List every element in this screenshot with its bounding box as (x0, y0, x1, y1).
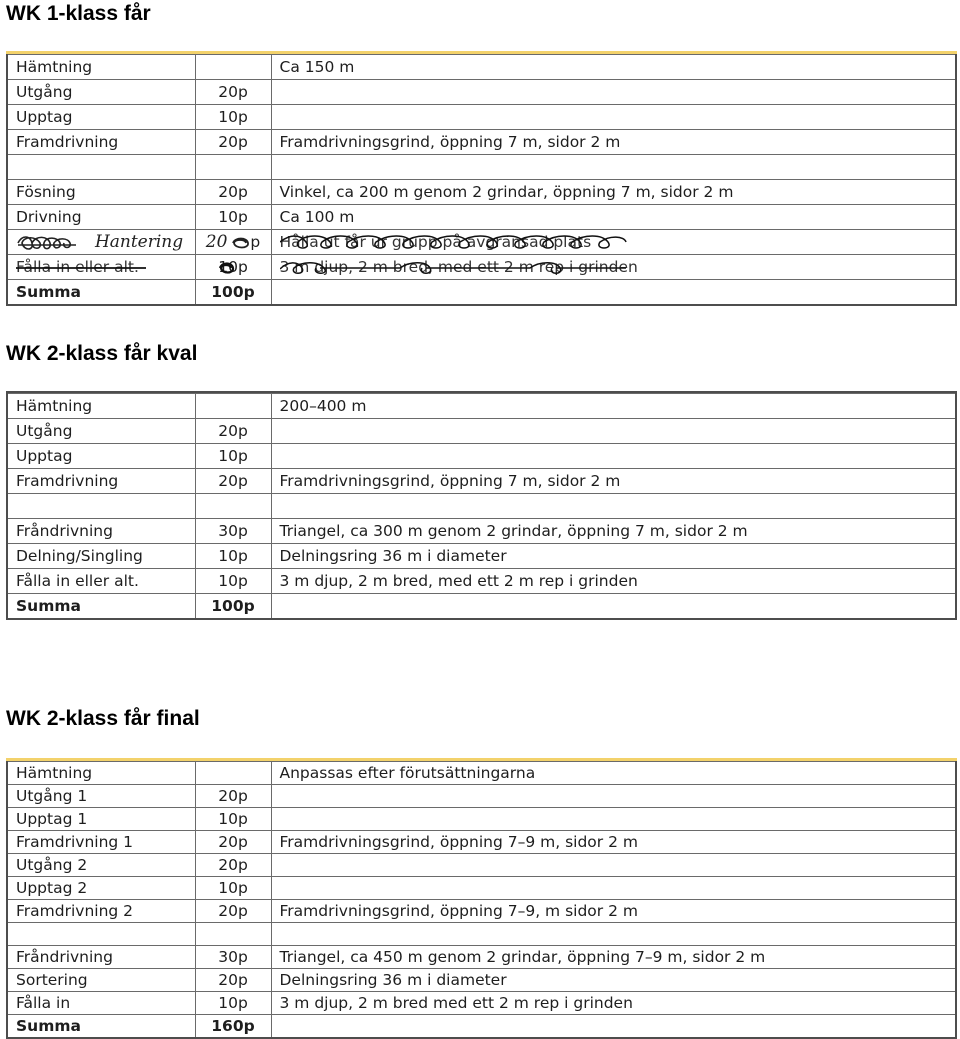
row-name: Upptag (7, 444, 195, 469)
row-name: Hämtning (7, 762, 195, 785)
table-row (7, 762, 956, 785)
row-name: Framdrivning 2 (7, 900, 195, 923)
section-title-1: WK 1-klass får (6, 2, 151, 25)
table-row (7, 569, 956, 594)
row-desc: Framdrivningsgrind, öppning 7 m, sidor 2 m (271, 130, 956, 155)
table-row (7, 877, 956, 900)
row-desc (271, 155, 956, 180)
table-row (7, 205, 956, 230)
row-name: Summa (7, 594, 195, 620)
row-name: Upptag 1 (7, 808, 195, 831)
row-points (195, 762, 271, 785)
row-desc (271, 494, 956, 519)
row-desc (271, 594, 956, 620)
handwritten-name: Hantering (94, 232, 184, 252)
row-points: 10p (195, 544, 271, 569)
table-row-summary (7, 280, 956, 306)
table-row (7, 105, 956, 130)
row-points: 10p (195, 205, 271, 230)
table-row (7, 969, 956, 992)
row-name: Sortering (7, 969, 195, 992)
row-name (7, 494, 195, 519)
row-desc: 3 m djup, 2 m bred, med ett 2 m rep i grinden (271, 255, 956, 280)
row-desc: Delningsring 36 m i diameter (271, 969, 956, 992)
table-wk2-kval (6, 391, 957, 620)
row-points: 20p (195, 130, 271, 155)
row-desc: Vinkel, ca 200 m genom 2 grindar, öppning 7 m, sidor 2 m (271, 180, 956, 205)
table-row-summary (7, 594, 956, 620)
table-row-spacer (7, 923, 956, 946)
row-desc (271, 230, 956, 255)
row-name (7, 230, 195, 255)
row-desc (271, 444, 956, 469)
table-row (7, 419, 956, 444)
row-name: Utgång (7, 419, 195, 444)
row-name: Fösning (7, 180, 195, 205)
table-row (7, 130, 956, 155)
row-points: 20p (195, 831, 271, 854)
row-desc: 200–400 m (271, 394, 956, 419)
table-row-spacer (7, 155, 956, 180)
table-row (7, 444, 956, 469)
row-desc: Triangel, ca 450 m genom 2 grindar, öppning 7–9 m, sidor 2 m (271, 946, 956, 969)
row-points: 20p (195, 419, 271, 444)
scribble-icon (16, 233, 94, 253)
table-row-summary (7, 1015, 956, 1039)
row-name: Delning/Singling (7, 544, 195, 569)
row-points: 100p (195, 280, 271, 306)
row-name: Fålla in eller alt. (7, 569, 195, 594)
row-points: 20 p (195, 230, 271, 255)
row-points (195, 55, 271, 80)
scoring-table-2 (6, 393, 957, 620)
section-title-2: WK 2-klass får kval (6, 342, 198, 365)
row-points: 30p (195, 946, 271, 969)
row-points: 100p (195, 594, 271, 620)
row-points: 10p (195, 992, 271, 1015)
row-points: 10p (195, 569, 271, 594)
table-row (7, 808, 956, 831)
table-row (7, 519, 956, 544)
row-desc: Delningsring 36 m i diameter (271, 544, 956, 569)
row-points: 10p (195, 444, 271, 469)
table-wk1 (6, 51, 957, 306)
row-name (7, 155, 195, 180)
row-desc (271, 1015, 956, 1039)
row-name: Fråndrivning (7, 519, 195, 544)
row-points: 20p (195, 80, 271, 105)
row-desc: Framdrivningsgrind, öppning 7–9, m sidor 2 m (271, 900, 956, 923)
row-name: Fålla in eller alt. (7, 255, 195, 280)
row-points: 160p (195, 1015, 271, 1039)
handwritten-points: 20 (205, 232, 228, 252)
row-desc: Ca 100 m (271, 205, 956, 230)
row-name: Fråndrivning (7, 946, 195, 969)
table-row (7, 831, 956, 854)
row-points (195, 155, 271, 180)
table-wk2-final (6, 758, 957, 1039)
row-points (195, 923, 271, 946)
row-desc: Framdrivningsgrind, öppning 7–9 m, sidor 2 m (271, 831, 956, 854)
row-desc (271, 808, 956, 831)
row-desc (271, 923, 956, 946)
row-points: 10p (195, 105, 271, 130)
scoring-table-3 (6, 761, 957, 1039)
row-name: Hämtning (7, 55, 195, 80)
row-name: Drivning (7, 205, 195, 230)
row-name: Summa (7, 1015, 195, 1039)
table-row (7, 469, 956, 494)
row-desc (271, 280, 956, 306)
row-points (195, 494, 271, 519)
row-desc (271, 854, 956, 877)
row-name: Upptag 2 (7, 877, 195, 900)
table-row (7, 900, 956, 923)
row-points: 20p (195, 469, 271, 494)
section-title-3: WK 2-klass får final (6, 707, 200, 730)
table-row-handwritten (7, 230, 956, 255)
row-points: 10p (195, 877, 271, 900)
row-name: Utgång 1 (7, 785, 195, 808)
row-name: Summa (7, 280, 195, 306)
table-row (7, 992, 956, 1015)
row-name: Framdrivning (7, 469, 195, 494)
row-points: 20p (195, 180, 271, 205)
row-desc: 3 m djup, 2 m bred, med ett 2 m rep i grinden (271, 569, 956, 594)
row-points: 20p (195, 854, 271, 877)
row-points: 10p (195, 255, 271, 280)
table-row (7, 544, 956, 569)
row-name: Utgång 2 (7, 854, 195, 877)
row-desc: Triangel, ca 300 m genom 2 grindar, öppning 7 m, sidor 2 m (271, 519, 956, 544)
row-name: Utgång (7, 80, 195, 105)
row-points (195, 394, 271, 419)
scoring-table-1 (6, 54, 957, 306)
row-desc: Ca 150 m (271, 55, 956, 80)
scribble-mark (16, 233, 90, 251)
row-name: Framdrivning 1 (7, 831, 195, 854)
row-desc (271, 877, 956, 900)
row-desc (271, 80, 956, 105)
row-desc: 3 m djup, 2 m bred med ett 2 m rep i grinden (271, 992, 956, 1015)
table-row (7, 785, 956, 808)
table-row-spacer (7, 494, 956, 519)
row-points: 20p (195, 900, 271, 923)
table-row (7, 854, 956, 877)
row-name: Hämtning (7, 394, 195, 419)
row-name: Framdrivning (7, 130, 195, 155)
scribble-icon (232, 236, 250, 250)
scribbled-text: Hålla ut får ur grupp på avgränsad plats (280, 233, 592, 251)
table-row (7, 394, 956, 419)
row-points: 20p (195, 969, 271, 992)
row-points: 10p (195, 808, 271, 831)
row-desc: Framdrivningsgrind, öppning 7 m, sidor 2 m (271, 469, 956, 494)
row-name: Fålla in (7, 992, 195, 1015)
row-points: 20p (195, 785, 271, 808)
table-row (7, 946, 956, 969)
row-name (7, 923, 195, 946)
row-desc (271, 105, 956, 130)
table-row (7, 55, 956, 80)
table-row-struck (7, 255, 956, 280)
table-row (7, 180, 956, 205)
row-desc: Anpassas efter förutsättningarna (271, 762, 956, 785)
table-row (7, 80, 956, 105)
row-desc (271, 419, 956, 444)
row-name: Upptag (7, 105, 195, 130)
row-points: 30p (195, 519, 271, 544)
row-desc (271, 785, 956, 808)
